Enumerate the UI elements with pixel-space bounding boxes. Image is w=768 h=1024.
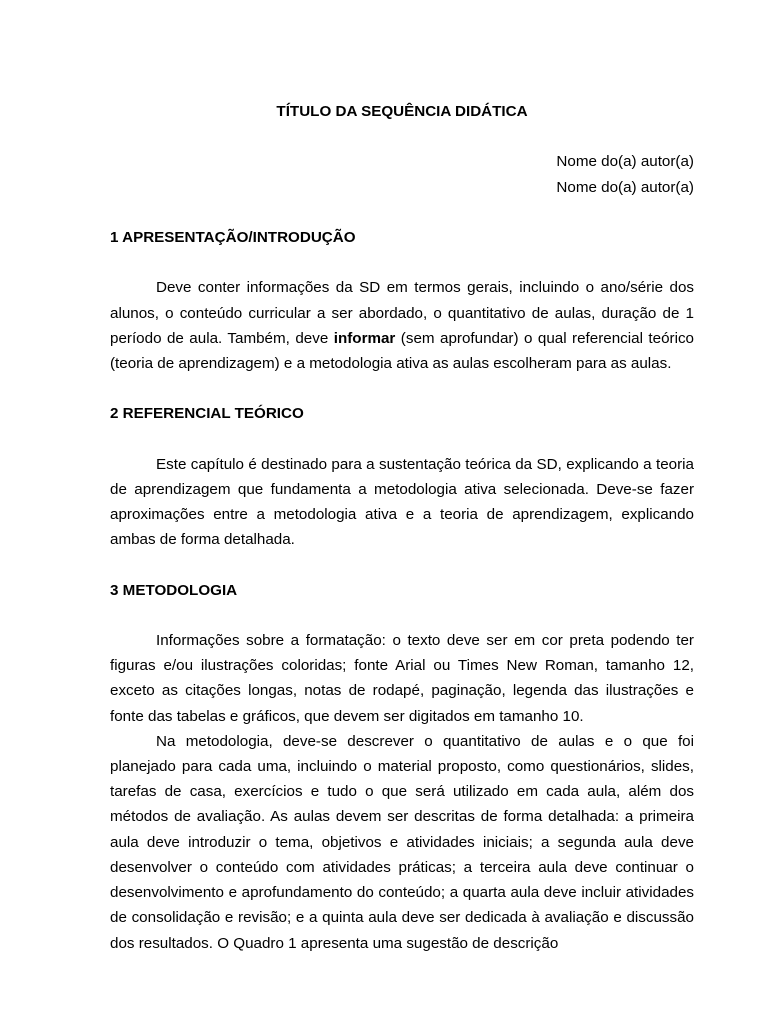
section-heading-theoretical-framework: 2 REFERENCIAL TEÓRICO	[110, 405, 304, 423]
section-heading-methodology: 3 METODOLOGIA	[110, 581, 238, 599]
paragraph: Na metodologia, deve-se descrever o quantitativo de aulas e o que foi planejado para cada uma, incluindo o material proposto, como questionários, slides, tarefas de casa, exercícios e tudo o que será utilizado em cada aula, além dos métodos de avaliação. As aulas devem ser descritas de forma detalhada: a primeira aula deve introduzir o tema, objetivos e atividades iniciais; a segunda aula deve desenvolver o conteúdo com atividades práticas; a terceira aula deve continuar o desenvolvimento e aprofundamento do conteúdo; a quarta aula deve incluir atividades de consolidação e revisão; e a quinta aula deve ser dedicada à avaliação e discussão dos resultados. O Quadro 1 apresenta uma sugestão de descrição	[110, 732, 694, 952]
paragraph-text: Deve conter informações da SD em termos gerais, incluindo o ano/série dos alunos, o conteúdo curricular a ser abordado, o quantitativo de aulas, duração de 1 período de aula. Também, deve	[110, 279, 694, 347]
paragraph	[110, 275, 694, 376]
authors-block	[110, 149, 694, 199]
document-title: TÍTULO DA SEQUÊNCIA DIDÁTICA	[276, 103, 528, 120]
paragraph: Este capítulo é destinado para a sustentação teórica da SD, explicando a teoria de aprendizagem que fundamenta a metodologia ativa selecionada. Deve-se fazer aproximações entre a metodologia ativa e a teoria de aprendizagem, explicando ambas de forma detalhada.	[110, 455, 694, 549]
section-heading-introduction: 1 APRESENTAÇÃO/INTRODUÇÃO	[110, 228, 356, 246]
document-page	[110, 99, 694, 956]
paragraph-text: (sem aprofundar) o qual referencial teórico (teoria de aprendizagem) e a metodologia ativa as aulas escolheram para as aulas.	[110, 329, 694, 372]
author-name: Nome do(a) autor(a)	[556, 178, 694, 196]
bold-term: informar	[333, 329, 396, 347]
author-name: Nome do(a) autor(a)	[556, 153, 694, 171]
paragraph: Informações sobre a formatação: o texto deve ser em cor preta podendo ter figuras e/ou ilustrações coloridas; fonte Arial ou Times New Roman, tamanho 12, exceto as citações longas, notas de rodapé, paginação, legenda das ilustrações e fonte das tabelas e gráficos, que devem ser digitados em tamanho 10.	[110, 632, 694, 725]
